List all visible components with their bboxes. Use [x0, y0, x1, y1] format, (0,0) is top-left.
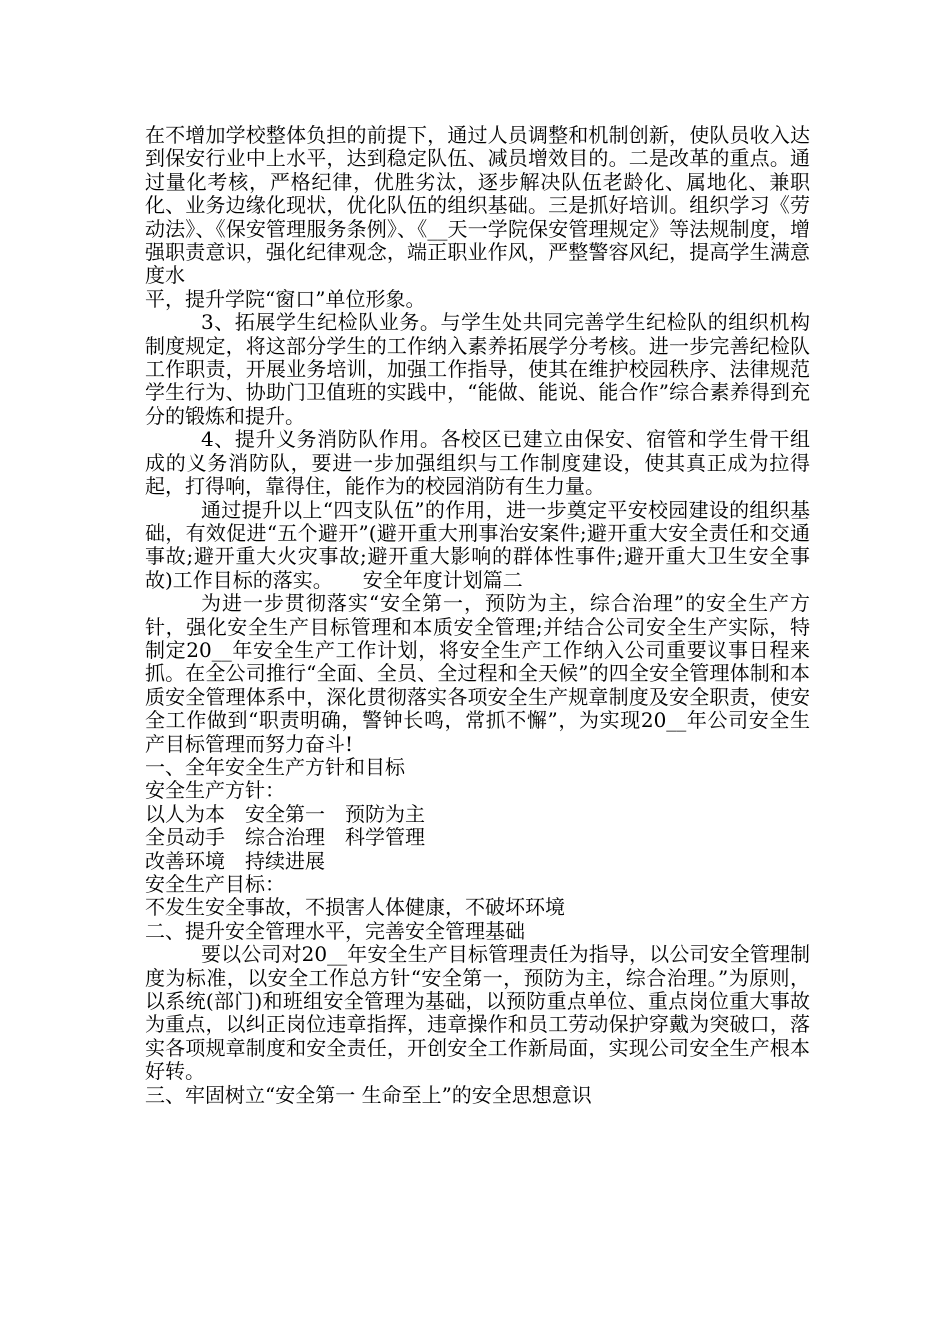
section-heading: 一、全年安全生产方针和目标 — [145, 754, 405, 779]
paragraph: 为进一步贯彻落实“安全第一，预防为主，综合治理”的安全生产方针，强化安全生产目标管理和本质安全管理;并结合公司安全生产实际，特制定20__年安全生产工作计划，将安全生产工作纳入公司重要议事日程来抓。在全公司推行“全面、全员、全过程和全天候”的四全安全管理体制和本质安全管理体系中，深化贯彻落实各项安全生产规章制度及安全职责，使安全工作做到“职责明确，警钟长鸣，常抓不懈”，为实现20__年公司安全生产目标管理而努力奋斗! — [145, 591, 810, 756]
list-item: 全员动手 综合治理 科学管理 — [145, 825, 425, 850]
document-body — [145, 124, 810, 1107]
paragraph: 4、提升义务消防队作用。各校区已建立由保安、宿管和学生骨干组成的义务消防队，要进一步加强组织与工作制度建设，使其真正成为拉得起，打得响，靠得住，能作为的校园消防有生力量。 — [145, 427, 810, 499]
paragraph: 平，提升学院“窗口”单位形象。 — [145, 286, 426, 311]
paragraph: 通过提升以上“四支队伍”的作用，进一步奠定平安校园建设的组织基础，有效促进“五个避开”(避开重大刑事治安案件;避开重大安全责任和交通事故;避开重大火灾事故;避开重大影响的群体性事件;避开重大卫生安全事故)工作目标的落实。 安全年度计划篇二 — [145, 497, 810, 592]
list-item: 安全生产方针： — [145, 778, 285, 803]
section-heading: 二、提升安全管理水平，完善安全管理基础 — [145, 918, 525, 943]
paragraph: 在不增加学校整体负担的前提下，通过人员调整和机制创新，使队员收入达到保安行业中上水平，达到稳定队伍、减员增效目的。二是改革的重点。通过量化考核，严格纪律，优胜劣汰，逐步解决队伍老龄化、属地化、兼职化、业务边缘化现状，优化队伍的组织基础。三是抓好培训。组织学习《劳动法》、《保安管理服务条例》、《__天一学院保安管理规定》等法规制度，增强职责意识，强化纪律观念，端正职业作风，严整警容风纪，提高学生满意度水 — [145, 123, 810, 288]
paragraph: 要以公司对20__年安全生产目标管理责任为指导，以公司安全管理制度为标准，以安全工作总方针“安全第一，预防为主，综合治理。”为原则，以系统(部门)和班组安全管理为基础，以预防重点单位、重点岗位重大事故为重点，以纠正岗位违章指挥，违章操作和员工劳动保护穿戴为突破口，落实各项规章制度和安全责任，开创安全工作新局面，实现公司安全生产根本好转。 — [145, 942, 810, 1084]
section-heading: 三、牢固树立“安全第一 生命至上”的安全思想意识 — [145, 1082, 592, 1107]
list-item: 不发生安全事故，不损害人体健康，不破坏环境 — [145, 895, 565, 920]
list-item: 以人为本 安全第一 预防为主 — [145, 801, 425, 826]
paragraph: 3、拓展学生纪检队业务。与学生处共同完善学生纪检队的组织机构制度规定，将这部分学生的工作纳入素养拓展学分考核。进一步完善纪检队工作职责，开展业务培训，加强工作指导，使其在维护校园秩序、法律规范学生行为、协助门卫值班的实践中，“能做、能说、能合作”综合素养得到充分的锻炼和提升。 — [145, 310, 810, 428]
list-item: 安全生产目标： — [145, 872, 285, 896]
list-item: 改善环境 持续进展 — [145, 848, 325, 873]
